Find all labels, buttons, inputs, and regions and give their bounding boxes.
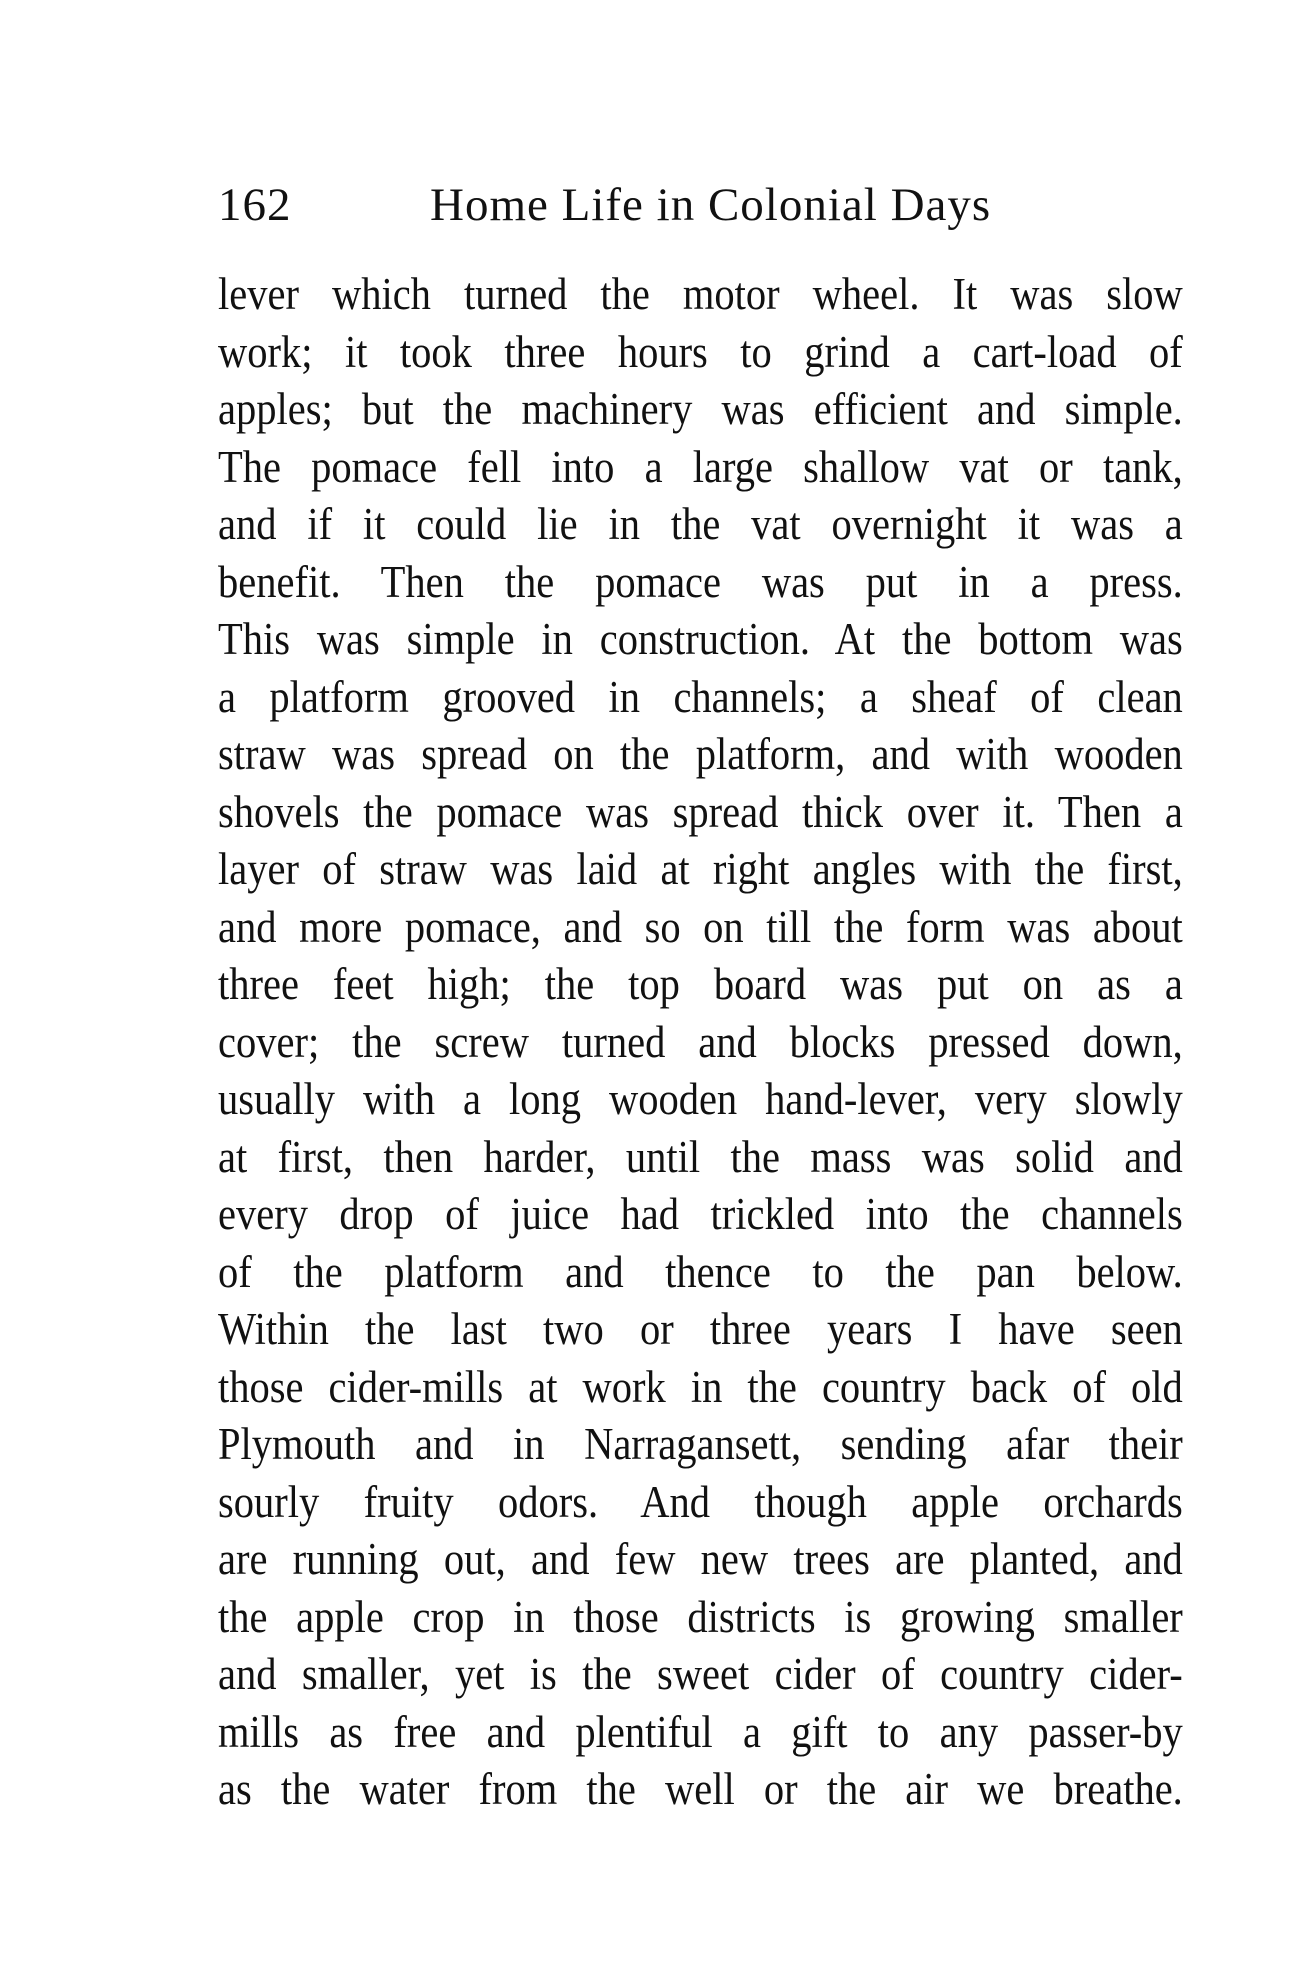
text-line: lever which turned the motor wheel. It was slow [218,269,1183,319]
text-line: The pomace fell into a large shallow vat or tank, [218,441,1183,492]
text-line: This was simple in construction. At the bottom was [218,614,1183,664]
text-line: and smaller, yet is the sweet cider of country cider- [218,1649,1183,1699]
text-line: straw was spread on the platform, and with wooden [218,729,1183,779]
text-line: those cider-mills at work in the country back of old [218,1361,1183,1412]
text-line: as the water from the well or the air we breathe. [218,1764,1183,1814]
text-line: Plymouth and in Narragansett, sending afar their [218,1419,1183,1469]
text-line: and more pomace, and so on till the form was about [218,901,1183,952]
text-line: and if it could lie in the vat overnight it was a [218,499,1183,549]
text-line: work; it took three hours to grind a cart-load of [218,326,1183,377]
text-line: are running out, and few new trees are planted, and [218,1534,1183,1584]
text-line: the apple crop in those districts is growing smaller [218,1591,1183,1642]
body-text [218,266,1290,1819]
page-number: 162 [218,179,292,231]
text-line: apples; but the machinery was efficient and simple. [218,384,1183,434]
text-line: shovels the pomace was spread thick over it. Then a [218,786,1183,837]
text-line: Within the last two or three years I have seen [218,1304,1183,1354]
text-line: benefit. Then the pomace was put in a press. [218,556,1183,607]
text-line: of the platform and thence to the pan below. [218,1246,1183,1297]
text-line: sourly fruity odors. And though apple orchards [218,1476,1183,1527]
running-title: Home Life in Colonial Days [430,179,992,231]
text-line: mills as free and plentiful a gift to any passer-by [218,1706,1183,1757]
text-line: cover; the screw turned and blocks pressed down, [218,1016,1183,1067]
text-line: at first, then harder, until the mass was solid and [218,1131,1183,1182]
text-line: usually with a long wooden hand-lever, very slowly [218,1074,1183,1124]
text-line: layer of straw was laid at right angles with the first, [218,844,1183,894]
text-line: every drop of juice had trickled into the channels [218,1189,1183,1239]
text-line: three feet high; the top board was put on as a [218,959,1183,1009]
running-head [218,170,1078,240]
text-line: a platform grooved in channels; a sheaf of clean [218,671,1183,722]
